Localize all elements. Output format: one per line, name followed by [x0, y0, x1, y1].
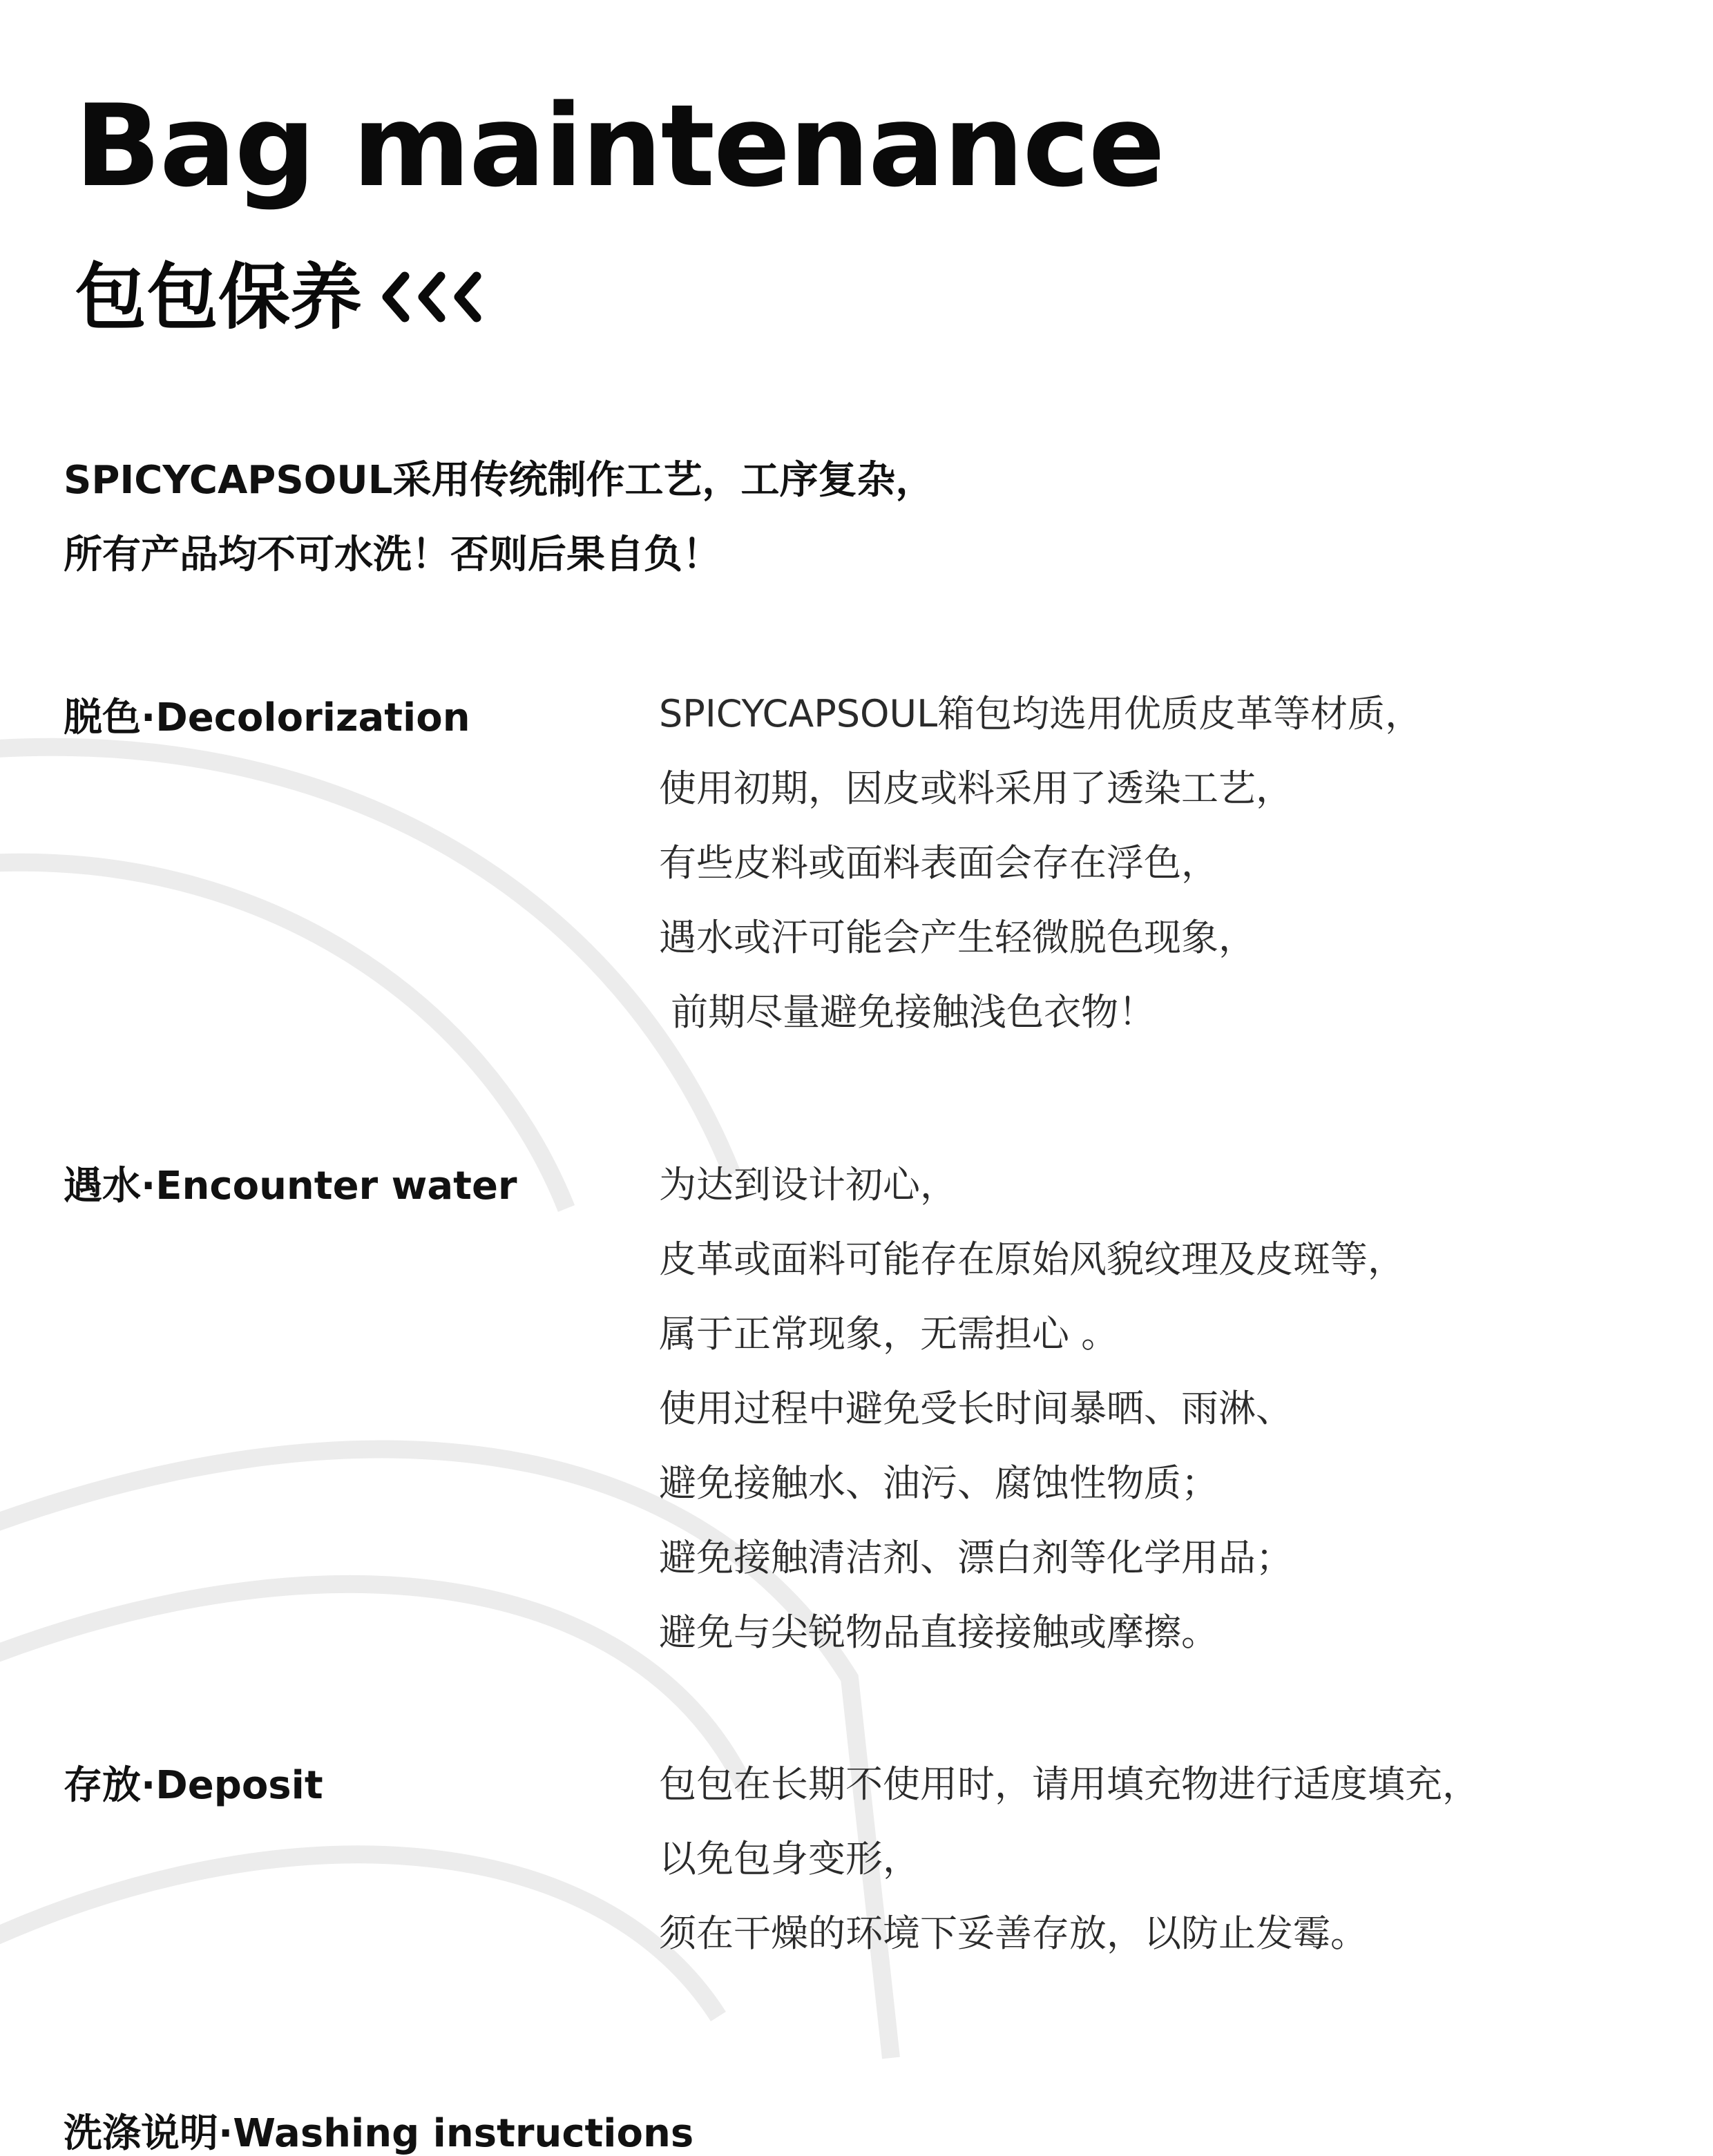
- section-body-deposit: [659, 1747, 1480, 1971]
- intro-notice: [64, 443, 934, 593]
- section-label-deposit: 存放·Deposit: [64, 1763, 323, 1808]
- intro-line: 所有产品均不可水洗！否则后果自负！: [64, 532, 721, 577]
- body-line: 使用过程中避免受长时间暴晒、雨淋、: [659, 1387, 1293, 1430]
- section-body-decolorization: [659, 677, 1422, 1050]
- page-subtitle: 包包保养: [75, 255, 363, 339]
- body-line: 前期尽量避免接触浅色衣物！: [659, 990, 1156, 1034]
- body-line: 包包在长期不使用时，请用填充物进行适度填充，: [659, 1762, 1480, 1806]
- triple-chevron-left-icon: [377, 261, 495, 333]
- body-line: 使用初期，因皮或料采用了透染工艺，: [659, 767, 1293, 810]
- body-line: 遇水或汗可能会产生轻微脱色现象，: [659, 916, 1256, 959]
- body-line: 避免接触清洁剂、漂白剂等化学用品；: [659, 1536, 1293, 1579]
- page-title: Bag maintenance: [75, 80, 1164, 212]
- body-line: 为达到设计初心，: [659, 1163, 957, 1206]
- section-label-washing-instructions: 洗涤说明·Washing instructions: [64, 2111, 694, 2156]
- intro-line: SPICYCAPSOUL采用传统制作工艺，工序复杂，: [64, 458, 935, 503]
- subtitle-row: [75, 255, 495, 339]
- body-line: 避免与尖锐物品直接接触或摩擦。: [659, 1610, 1218, 1654]
- section-body-encounter-water: [659, 1148, 1405, 1670]
- body-line: 有些皮料或面料表面会存在浮色，: [659, 841, 1218, 885]
- body-line: 属于正常现象，无需担心 。: [659, 1312, 1119, 1356]
- section-label-decolorization: 脱色·Decolorization: [64, 695, 470, 740]
- body-line: 皮革或面料可能存在原始风貌纹理及皮斑等，: [659, 1238, 1405, 1281]
- body-line: 避免接触水、油污、腐蚀性物质；: [659, 1461, 1218, 1505]
- body-line: SPICYCAPSOUL箱包均选用优质皮革等材质，: [659, 692, 1423, 735]
- body-line: 须在干燥的环境下妥善存放，以防止发霉。: [659, 1912, 1368, 1955]
- section-label-encounter-water: 遇水·Encounter water: [64, 1164, 517, 1209]
- body-line: 以免包身变形，: [659, 1837, 920, 1880]
